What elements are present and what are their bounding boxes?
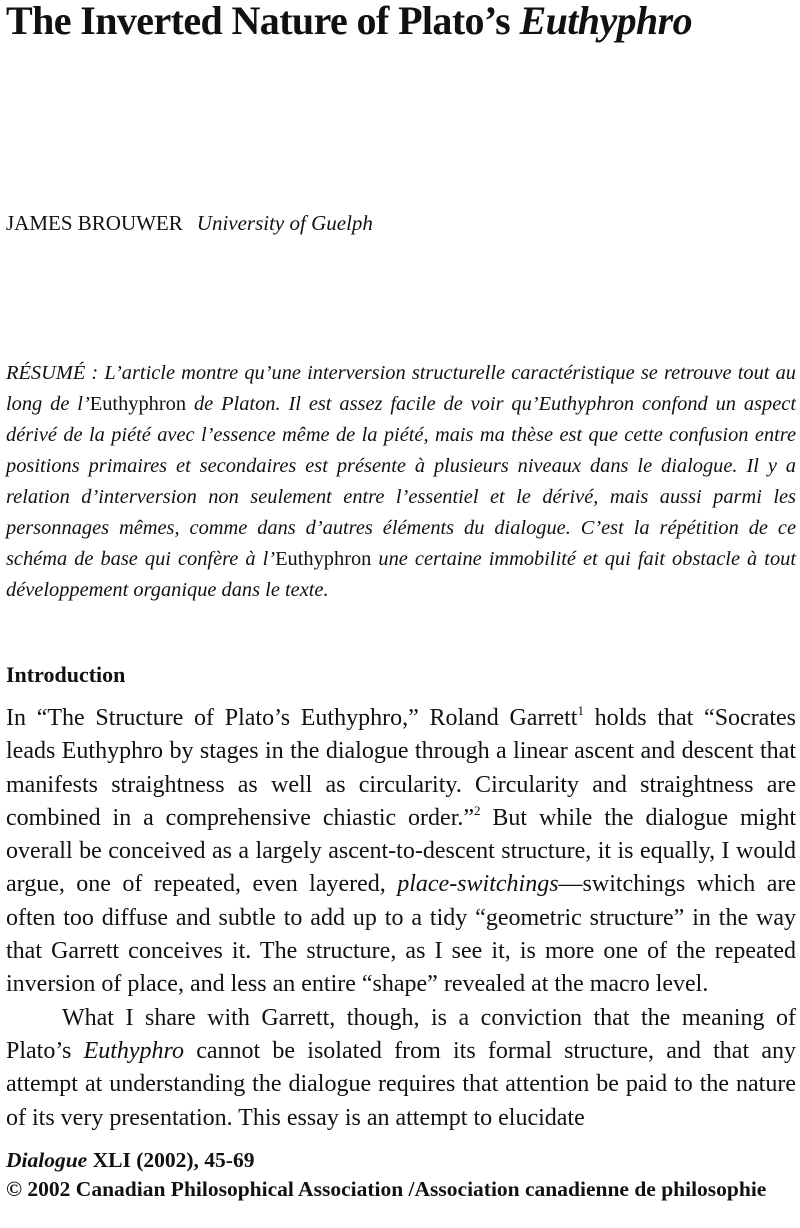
page-footer xyxy=(6,1146,800,1204)
resume-text-2: de Platon. Il est assez facile de voir qu’Euthyphron confond un aspect dérivé de la piété avec l’essence même de la piété, mais ma thèse est que cette confusion entre positions primaires et secondaires est présente à plusieurs niveaux dans le dialogue. Il y a relation d’interversion non seulement entre l’essentiel et le dérivé, mais aussi parmi les personnages mêmes, comme dans d’autres éléments du dialogue. C’est la répétition de ce schéma de base qui confère à l’ xyxy=(6,393,796,570)
article-title xyxy=(6,0,798,48)
para2-emphasis: Euthyphro xyxy=(83,1037,184,1064)
resume-text-3: une certaine immobilité et qui fait obstacle à tout développement organique dans le texte. xyxy=(6,548,796,601)
journal-name: Dialogue xyxy=(6,1148,88,1172)
author-line xyxy=(6,208,373,238)
para1-text-b: holds that “Socrates leads Euthyphro by stages in the dialogue through a linear ascent and descent that manifests straightness as well as circularity. Circularity and straightness are combined in a comprehensive chiastic order.” xyxy=(6,705,796,831)
author-affiliation: University of Guelph xyxy=(196,211,373,235)
journal-citation xyxy=(6,1146,800,1175)
resume-abstract xyxy=(6,358,796,606)
title-work: Euthyphro xyxy=(519,0,693,43)
resume-work-1: Euthyphron xyxy=(89,393,187,415)
resume-work-2: Euthyphron xyxy=(275,548,372,570)
body-text xyxy=(6,702,796,1135)
resume-label: RÉSUMÉ : xyxy=(6,362,99,384)
para2-text-a: What I share with Garrett, though, is a conviction that the meaning of Plato’s xyxy=(6,1004,796,1064)
para1-text-c: But while the dialogue might overall be conceived as a largely ascent-to-descent structure, it is equally, I would argue, one of repeated, even layered, xyxy=(6,804,796,898)
journal-volume: XLI (2002), 45-69 xyxy=(87,1148,255,1172)
copyright-line: © 2002 Canadian Philosophical Association /Association canadienne de philosophie xyxy=(6,1177,767,1201)
resume-text-1: L’article montre qu’une interversion structurelle caractéristique se retrouve tout au long de l’ xyxy=(6,362,796,415)
footnote-ref-1: 1 xyxy=(577,703,584,718)
section-heading: Introduction xyxy=(6,662,126,687)
para1-text-a: In “The Structure of Plato’s Euthyphro,” Roland Garrett xyxy=(6,705,578,731)
body-paragraph-2 xyxy=(6,1002,796,1135)
para2-text-b: cannot be isolated from its formal structure, and that any attempt at understanding the dialogue requires that attention be paid to the nature of its very presentation. This essay is an attempt to elucidate xyxy=(6,1037,796,1131)
author-name: JAMES BROUWER xyxy=(6,211,183,235)
para1-text-d: —switchings which are often too diffuse and subtle to add up to a tidy “geometric structure” in the way that Garrett conceives it. The structure, as I see it, is more one of the repeated inversion of place, and less an entire “shape” revealed at the macro level. xyxy=(6,871,796,998)
title-main: The Inverted Nature of Plato’s xyxy=(6,0,520,43)
body-paragraph-1 xyxy=(6,702,796,1002)
footnote-ref-2: 2 xyxy=(474,802,481,818)
para1-emphasis: place-switchings xyxy=(397,871,559,898)
